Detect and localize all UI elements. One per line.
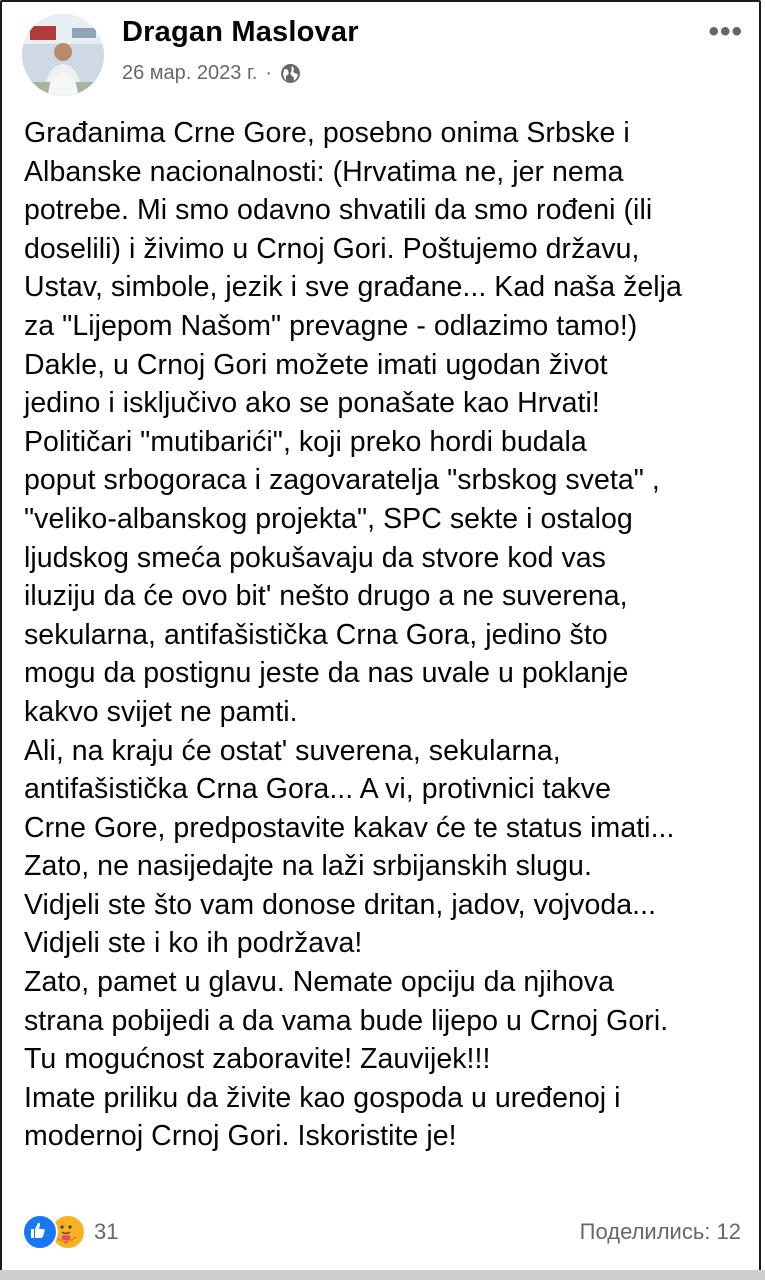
bottom-divider [0, 1270, 765, 1280]
more-options-icon[interactable]: ••• [708, 15, 743, 48]
post-text: Građanima Crne Gore, posebno onima Srbske i Albanske nacionalnosti: (Hrvatima ne, jer nema potrebe. Mi smo odavno shvatili da smo rođeni (ili doselili) i živimo u Crnoj Gori. Poštujemo državu, Ustav, simbole, jezik i sve građane... Kad naša želja za "Lijepom Našom" prevagne - odlazimo tamo!) Dakle, u Crnoj Gori možete imati ugodan život jedino i isključivo ako se ponašate kao Hrvati! Političari "mutibarići", koji preko hordi budala poput srbogoraca i zagovaratelja "srbskog sveta" , "veliko-albanskog projekta", SPC sekte i ostalog ljudskog smeća pokušavaju da stvore kod vas iluziju da će ovo bit' nešto drugo a ne suverena, sekularna, antifašistička Crna Gora, jedino što mogu da postignu jeste da nas uvale u poklanje kakvo svijet ne pamti. Ali, na kraju će ostat' suverena, sekularna, antifašistička Crna Gora... A vi, protivnici takve Crne Gore, predpostavite kakav će te status imati... Zato, ne nasijedajte na laži srbijanskih slugu. Vidjeli ste što vam donose dritan, jadov, vojvoda... Vidjeli ste i ko ih podržava! Zato, pamet u glavu. Nemate opciju da njihova strana pobijedi a da vama bude lijepo u Crnoj Gori. Tu mogućnost zaboravite! Zauvijek!!! Imate priliku da živite kao gospoda u uređenoj i modernoj Crnoj Gori. Iskoristite je! [24, 117, 682, 1153]
avatar-photo [22, 14, 104, 96]
author-avatar[interactable] [22, 14, 104, 96]
like-icon [22, 1214, 58, 1250]
post-footer [22, 1212, 741, 1252]
author-name[interactable]: Dragan Maslovar [122, 16, 359, 48]
reactions-summary[interactable] [22, 1212, 118, 1252]
post-meta [122, 62, 301, 85]
post-header [22, 14, 745, 98]
shares-count[interactable]: Поделились: 12 [579, 1219, 741, 1244]
reaction-count: 31 [94, 1219, 119, 1244]
meta-separator: · [265, 62, 273, 84]
post-date[interactable]: 26 мар. 2023 г. [122, 62, 258, 84]
globe-icon [280, 63, 301, 84]
